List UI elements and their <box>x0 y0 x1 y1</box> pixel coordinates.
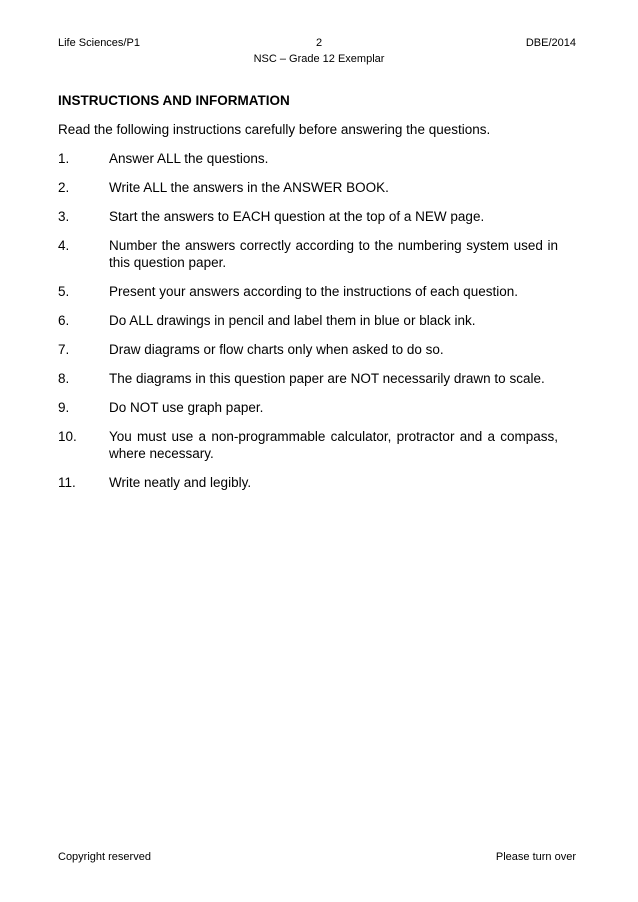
instruction-item <box>58 312 558 329</box>
instruction-number: 3. <box>58 209 70 224</box>
header-subtitle: NSC – Grade 12 Exemplar <box>253 53 385 65</box>
instruction-item <box>58 370 558 387</box>
instruction-text: Do ALL drawings in pencil and label them in blue or black ink. <box>109 313 476 328</box>
instruction-number: 7. <box>58 342 70 357</box>
header-page-number: 2 <box>315 37 323 49</box>
instruction-text: Write ALL the answers in the ANSWER BOOK. <box>109 180 389 195</box>
instruction-number: 9. <box>58 400 70 415</box>
instruction-number: 8. <box>58 371 70 386</box>
instructions-list <box>58 150 558 491</box>
instruction-item <box>58 150 558 167</box>
instruction-text: Present your answers according to the instructions of each question. <box>109 284 518 299</box>
instruction-number: 4. <box>58 238 70 253</box>
instruction-number: 5. <box>58 284 70 299</box>
instruction-text: You must use a non-programmable calculator, protractor and a compass, where necessary. <box>109 429 558 461</box>
instruction-item <box>58 428 558 462</box>
instruction-item <box>58 341 558 358</box>
footer-turn-over: Please turn over <box>495 851 576 863</box>
instruction-text: Do NOT use graph paper. <box>109 400 264 415</box>
instruction-number: 6. <box>58 313 70 328</box>
header-subject: Life Sciences/P1 <box>58 37 140 49</box>
instruction-item <box>58 237 558 271</box>
instruction-text: Answer ALL the questions. <box>109 151 269 166</box>
instruction-text: Start the answers to EACH question at the top of a NEW page. <box>109 209 485 224</box>
instruction-number: 11. <box>58 475 76 490</box>
instruction-number: 2. <box>58 180 70 195</box>
page-heading: INSTRUCTIONS AND INFORMATION <box>58 93 290 108</box>
instruction-text: Draw diagrams or flow charts only when asked to do so. <box>109 342 444 357</box>
intro-text: Read the following instructions carefully before answering the questions. <box>58 122 491 137</box>
header-code: DBE/2014 <box>525 37 576 49</box>
instruction-item <box>58 474 558 491</box>
instruction-text: Number the answers correctly according to the numbering system used in this question paper. <box>109 238 558 270</box>
instruction-text: The diagrams in this question paper are NOT necessarily drawn to scale. <box>109 371 545 386</box>
instruction-number: 10. <box>58 429 77 444</box>
instruction-text: Write neatly and legibly. <box>109 475 252 490</box>
instruction-item <box>58 208 558 225</box>
footer-copyright: Copyright reserved <box>58 851 151 863</box>
instruction-item <box>58 399 558 416</box>
instruction-item <box>58 283 558 300</box>
instruction-number: 1. <box>58 151 70 166</box>
instruction-item <box>58 179 558 196</box>
